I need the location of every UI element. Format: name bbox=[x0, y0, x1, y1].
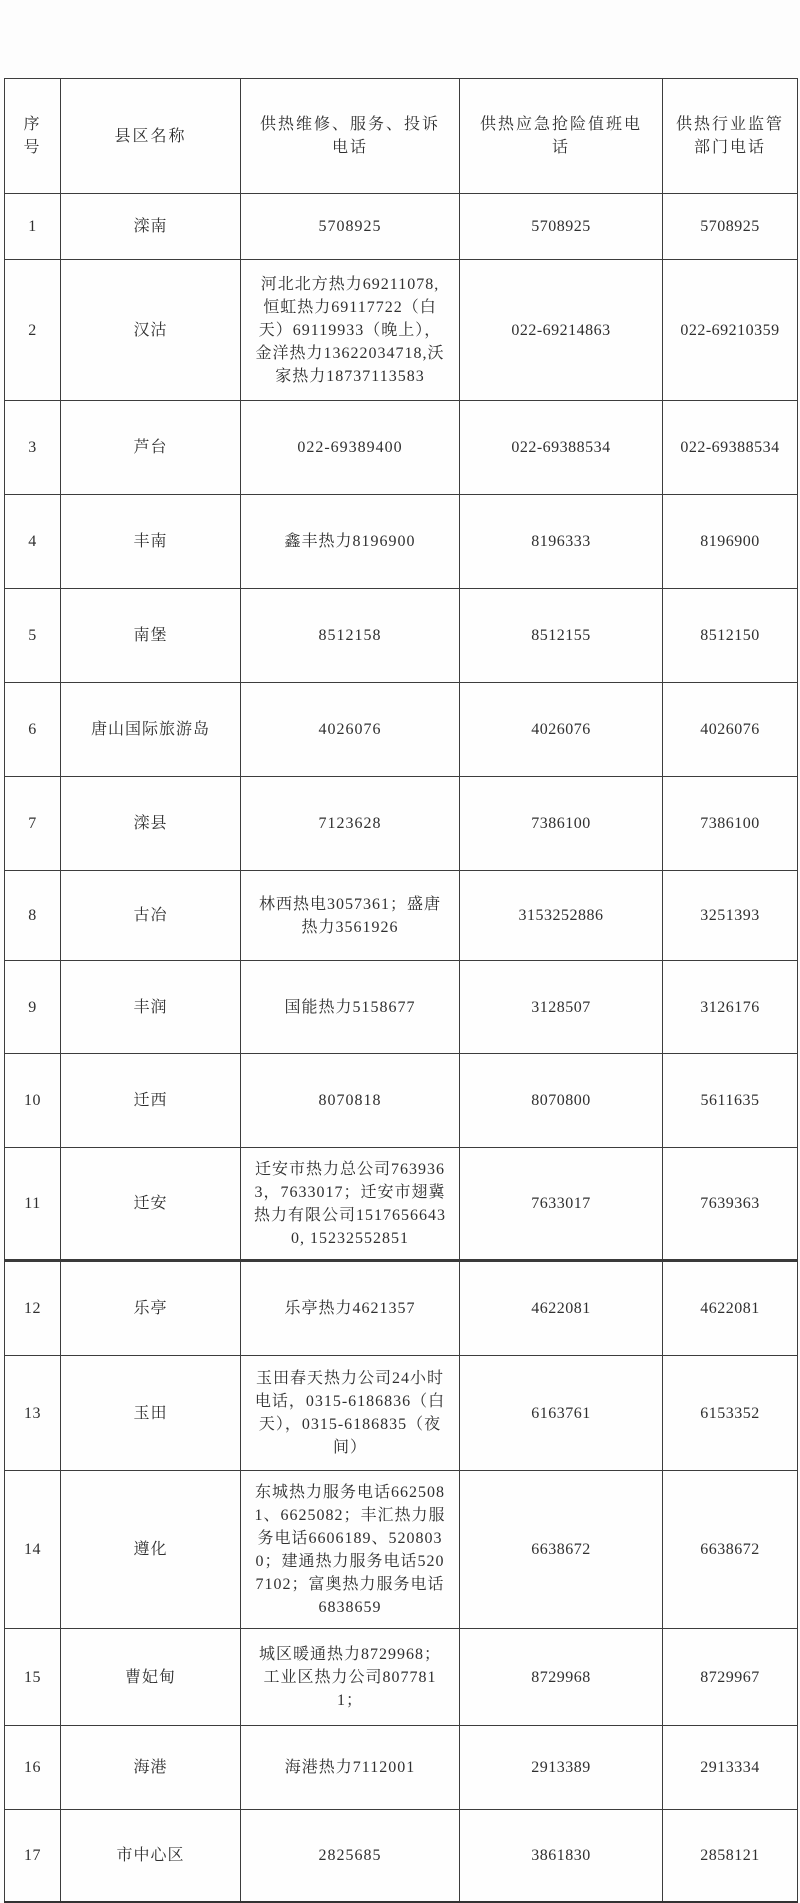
cell-district-name: 市中心区 bbox=[61, 1810, 241, 1902]
cell-emergency-phone: 022-69388534 bbox=[460, 401, 663, 495]
header-serial-number: 序号 bbox=[5, 79, 61, 194]
cell-district-name: 南堡 bbox=[61, 589, 241, 683]
cell-serial-number: 17 bbox=[5, 1810, 61, 1902]
heating-phone-directory-table bbox=[4, 78, 798, 1903]
cell-supervision-phone: 8512150 bbox=[663, 589, 798, 683]
cell-supervision-phone: 4622081 bbox=[663, 1261, 798, 1356]
cell-supervision-phone: 3251393 bbox=[663, 871, 798, 961]
cell-service-phone: 东城热力服务电话6625081、6625082；丰汇热力服务电话6606189、5208030；建通热力服务电话5207102；富奥热力服务电话6838659 bbox=[241, 1471, 460, 1629]
cell-emergency-phone: 2913389 bbox=[460, 1726, 663, 1810]
cell-supervision-phone: 7639363 bbox=[663, 1148, 798, 1261]
cell-emergency-phone: 3128507 bbox=[460, 961, 663, 1054]
table-row bbox=[5, 401, 798, 495]
table-row bbox=[5, 1471, 798, 1629]
header-supervision-phone: 供热行业监管部门电话 bbox=[663, 79, 798, 194]
table-row bbox=[5, 1726, 798, 1810]
cell-emergency-phone: 8070800 bbox=[460, 1054, 663, 1148]
cell-serial-number: 6 bbox=[5, 683, 61, 777]
cell-service-phone: 5708925 bbox=[241, 194, 460, 260]
cell-district-name: 乐亭 bbox=[61, 1261, 241, 1356]
cell-service-phone: 迁安市热力总公司7639363，7633017；迁安市翅冀热力有限公司15176566430, 15232552851 bbox=[241, 1148, 460, 1261]
cell-serial-number: 1 bbox=[5, 194, 61, 260]
table-row bbox=[5, 1148, 798, 1261]
cell-serial-number: 11 bbox=[5, 1148, 61, 1261]
cell-service-phone: 河北北方热力69211078,恒虹热力69117722（白天）69119933（晚上），金洋热力13622034718,沃家热力18737113583 bbox=[241, 260, 460, 401]
cell-district-name: 滦南 bbox=[61, 194, 241, 260]
table-row bbox=[5, 1054, 798, 1148]
cell-supervision-phone: 022-69210359 bbox=[663, 260, 798, 401]
cell-district-name: 滦县 bbox=[61, 777, 241, 871]
cell-emergency-phone: 7386100 bbox=[460, 777, 663, 871]
cell-supervision-phone: 2913334 bbox=[663, 1726, 798, 1810]
cell-serial-number: 4 bbox=[5, 495, 61, 589]
cell-district-name: 丰润 bbox=[61, 961, 241, 1054]
cell-service-phone: 7123628 bbox=[241, 777, 460, 871]
table-row bbox=[5, 495, 798, 589]
table-row bbox=[5, 589, 798, 683]
cell-serial-number: 16 bbox=[5, 1726, 61, 1810]
cell-supervision-phone: 3126176 bbox=[663, 961, 798, 1054]
cell-service-phone: 4026076 bbox=[241, 683, 460, 777]
cell-district-name: 遵化 bbox=[61, 1471, 241, 1629]
cell-supervision-phone: 022-69388534 bbox=[663, 401, 798, 495]
cell-district-name: 玉田 bbox=[61, 1356, 241, 1471]
cell-supervision-phone: 6638672 bbox=[663, 1471, 798, 1629]
cell-district-name: 迁西 bbox=[61, 1054, 241, 1148]
cell-emergency-phone: 4026076 bbox=[460, 683, 663, 777]
cell-serial-number: 7 bbox=[5, 777, 61, 871]
cell-supervision-phone: 6153352 bbox=[663, 1356, 798, 1471]
cell-emergency-phone: 022-69214863 bbox=[460, 260, 663, 401]
cell-supervision-phone: 8729967 bbox=[663, 1629, 798, 1726]
cell-emergency-phone: 5708925 bbox=[460, 194, 663, 260]
cell-emergency-phone: 8196333 bbox=[460, 495, 663, 589]
cell-supervision-phone: 5708925 bbox=[663, 194, 798, 260]
cell-emergency-phone: 8729968 bbox=[460, 1629, 663, 1726]
cell-serial-number: 8 bbox=[5, 871, 61, 961]
cell-service-phone: 海港热力7112001 bbox=[241, 1726, 460, 1810]
cell-district-name: 古冶 bbox=[61, 871, 241, 961]
cell-district-name: 曹妃甸 bbox=[61, 1629, 241, 1726]
table-row bbox=[5, 1810, 798, 1902]
cell-serial-number: 15 bbox=[5, 1629, 61, 1726]
cell-service-phone: 玉田春天热力公司24小时电话，0315-6186836（白天），0315-6186835（夜间） bbox=[241, 1356, 460, 1471]
table-row bbox=[5, 1261, 798, 1356]
cell-serial-number: 10 bbox=[5, 1054, 61, 1148]
cell-emergency-phone: 7633017 bbox=[460, 1148, 663, 1261]
cell-service-phone: 8070818 bbox=[241, 1054, 460, 1148]
cell-emergency-phone: 8512155 bbox=[460, 589, 663, 683]
table-row bbox=[5, 683, 798, 777]
table-row bbox=[5, 961, 798, 1054]
cell-district-name: 迁安 bbox=[61, 1148, 241, 1261]
cell-supervision-phone: 8196900 bbox=[663, 495, 798, 589]
cell-service-phone: 城区暖通热力8729968；工业区热力公司8077811； bbox=[241, 1629, 460, 1726]
cell-supervision-phone: 5611635 bbox=[663, 1054, 798, 1148]
cell-supervision-phone: 7386100 bbox=[663, 777, 798, 871]
table-row bbox=[5, 194, 798, 260]
cell-district-name: 汉沽 bbox=[61, 260, 241, 401]
cell-supervision-phone: 2858121 bbox=[663, 1810, 798, 1902]
table-row bbox=[5, 777, 798, 871]
header-emergency-phone: 供热应急抢险值班电话 bbox=[460, 79, 663, 194]
cell-serial-number: 12 bbox=[5, 1261, 61, 1356]
table-row bbox=[5, 260, 798, 401]
cell-service-phone: 乐亭热力4621357 bbox=[241, 1261, 460, 1356]
cell-district-name: 海港 bbox=[61, 1726, 241, 1810]
cell-serial-number: 5 bbox=[5, 589, 61, 683]
header-service-phone: 供热维修、服务、投诉电话 bbox=[241, 79, 460, 194]
cell-service-phone: 林西热电3057361；盛唐热力3561926 bbox=[241, 871, 460, 961]
cell-emergency-phone: 3861830 bbox=[460, 1810, 663, 1902]
cell-service-phone: 8512158 bbox=[241, 589, 460, 683]
cell-emergency-phone: 4622081 bbox=[460, 1261, 663, 1356]
cell-service-phone: 国能热力5158677 bbox=[241, 961, 460, 1054]
table-row bbox=[5, 871, 798, 961]
cell-emergency-phone: 6163761 bbox=[460, 1356, 663, 1471]
table-row bbox=[5, 1629, 798, 1726]
cell-supervision-phone: 4026076 bbox=[663, 683, 798, 777]
cell-emergency-phone: 6638672 bbox=[460, 1471, 663, 1629]
table-body bbox=[5, 194, 798, 1902]
cell-emergency-phone: 3153252886 bbox=[460, 871, 663, 961]
table-header bbox=[5, 79, 798, 194]
header-row bbox=[5, 79, 798, 194]
cell-service-phone: 2825685 bbox=[241, 1810, 460, 1902]
cell-district-name: 芦台 bbox=[61, 401, 241, 495]
cell-serial-number: 14 bbox=[5, 1471, 61, 1629]
cell-serial-number: 9 bbox=[5, 961, 61, 1054]
cell-service-phone: 鑫丰热力8196900 bbox=[241, 495, 460, 589]
cell-district-name: 丰南 bbox=[61, 495, 241, 589]
cell-district-name: 唐山国际旅游岛 bbox=[61, 683, 241, 777]
cell-serial-number: 13 bbox=[5, 1356, 61, 1471]
table-row bbox=[5, 1356, 798, 1471]
header-district-name: 县区名称 bbox=[61, 79, 241, 194]
cell-serial-number: 2 bbox=[5, 260, 61, 401]
cell-service-phone: 022-69389400 bbox=[241, 401, 460, 495]
cell-serial-number: 3 bbox=[5, 401, 61, 495]
